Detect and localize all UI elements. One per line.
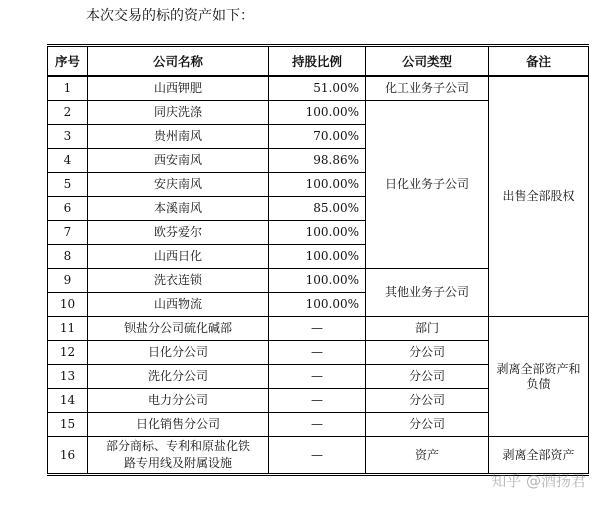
cell-company: 洗衣连锁 <box>88 269 269 293</box>
cell-type-other: 其他业务子公司 <box>366 269 489 317</box>
cell-ratio: 100.00% <box>269 221 366 245</box>
table-header-row <box>48 46 589 77</box>
header-ratio: 持股比例 <box>269 46 366 77</box>
table-row <box>48 437 589 475</box>
intro-text: 本次交易的标的资产如下： <box>86 8 254 24</box>
cell-ratio: — <box>269 389 366 413</box>
cell-company: 日化销售分公司 <box>88 413 269 437</box>
remark-line: 剥离全部资产和 <box>496 361 581 376</box>
company-line: 部分商标、专利和原盐化铁 <box>105 439 250 453</box>
cell-type: 分公司 <box>366 365 489 389</box>
cell-type: 分公司 <box>366 389 489 413</box>
cell-type: 分公司 <box>366 413 489 437</box>
table-row <box>48 317 589 341</box>
cell-no: 2 <box>48 101 88 125</box>
cell-no: 12 <box>48 341 88 365</box>
cell-company: 安庆南风 <box>88 173 269 197</box>
table-row <box>48 76 589 101</box>
cell-no: 3 <box>48 125 88 149</box>
cell-ratio: — <box>269 437 366 475</box>
cell-no: 11 <box>48 317 88 341</box>
cell-type: 分公司 <box>366 341 489 365</box>
cell-ratio: 70.00% <box>269 125 366 149</box>
cell-ratio: 100.00% <box>269 173 366 197</box>
cell-type: 资产 <box>366 437 489 475</box>
cell-company <box>88 437 269 475</box>
cell-company: 洗化分公司 <box>88 365 269 389</box>
cell-no: 16 <box>48 437 88 475</box>
cell-company: 欧芬爱尔 <box>88 221 269 245</box>
header-company: 公司名称 <box>88 46 269 77</box>
cell-type: 部门 <box>366 317 489 341</box>
cell-ratio: — <box>269 413 366 437</box>
cell-company: 电力分公司 <box>88 389 269 413</box>
cell-no: 9 <box>48 269 88 293</box>
header-remark: 备注 <box>489 46 589 77</box>
cell-no: 15 <box>48 413 88 437</box>
cell-company: 同庆洗涤 <box>88 101 269 125</box>
cell-ratio: — <box>269 317 366 341</box>
cell-company: 钡盐分公司硫化碱部 <box>88 317 269 341</box>
header-no: 序号 <box>48 46 88 77</box>
watermark: 知乎 @酒扬君 <box>491 472 586 490</box>
cell-ratio: — <box>269 341 366 365</box>
cell-ratio: 100.00% <box>269 293 366 317</box>
cell-company: 贵州南风 <box>88 125 269 149</box>
cell-no: 10 <box>48 293 88 317</box>
cell-no: 6 <box>48 197 88 221</box>
cell-ratio: 51.00% <box>269 76 366 101</box>
cell-remark-divest <box>489 317 589 437</box>
cell-company: 日化分公司 <box>88 341 269 365</box>
cell-no: 5 <box>48 173 88 197</box>
cell-type-chem: 化工业务子公司 <box>366 76 489 101</box>
cell-ratio: 100.00% <box>269 245 366 269</box>
cell-company: 山西钾肥 <box>88 76 269 101</box>
cell-company: 山西日化 <box>88 245 269 269</box>
cell-company: 西安南风 <box>88 149 269 173</box>
cell-ratio: 100.00% <box>269 101 366 125</box>
cell-company: 本溪南风 <box>88 197 269 221</box>
cell-no: 1 <box>48 76 88 101</box>
cell-company: 山西物流 <box>88 293 269 317</box>
remark-line: 负债 <box>526 376 551 391</box>
cell-no: 4 <box>48 149 88 173</box>
cell-ratio: 85.00% <box>269 197 366 221</box>
cell-ratio: 100.00% <box>269 269 366 293</box>
cell-remark-divest-assets: 剥离全部资产 <box>489 437 589 475</box>
header-type: 公司类型 <box>366 46 489 77</box>
cell-no: 14 <box>48 389 88 413</box>
cell-remark-sell-all: 出售全部股权 <box>489 76 589 317</box>
cell-no: 7 <box>48 221 88 245</box>
cell-type-daily: 日化业务子公司 <box>366 101 489 269</box>
cell-no: 8 <box>48 245 88 269</box>
assets-table <box>47 44 589 476</box>
cell-no: 13 <box>48 365 88 389</box>
cell-ratio: — <box>269 365 366 389</box>
cell-ratio: 98.86% <box>269 149 366 173</box>
company-line: 路专用线及附属设施 <box>123 456 232 470</box>
